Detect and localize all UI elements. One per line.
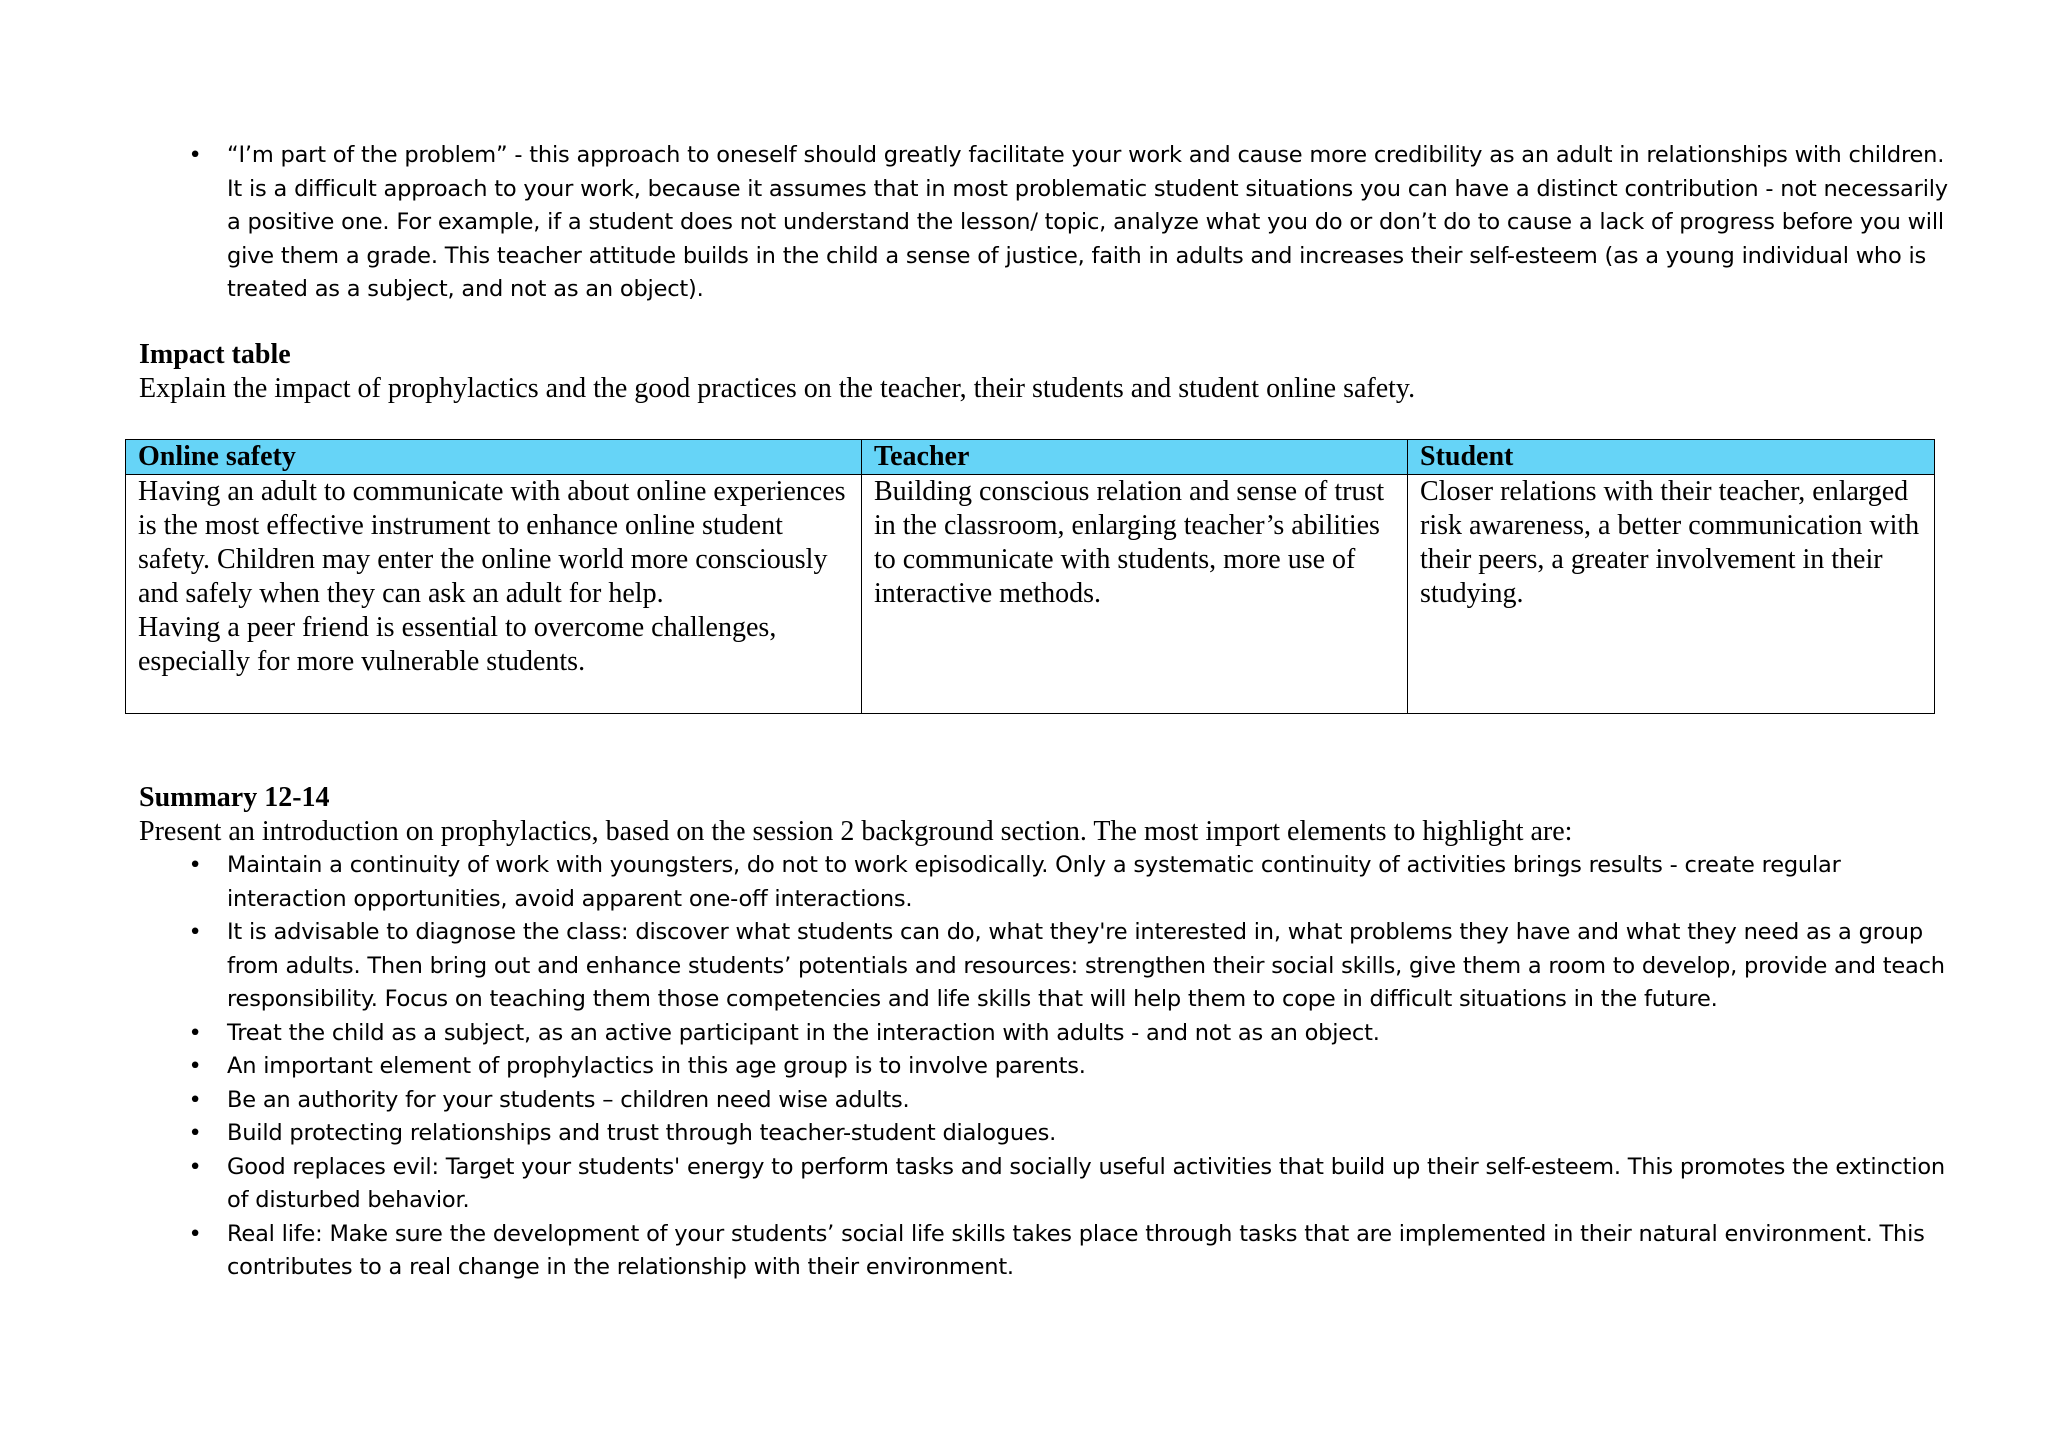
list-item-text: It is advisable to diagnose the class: discover what students can do, what they're interested in, what problems they have and what they need as a group from adults. Then bring out and enhance students’ potentials and resources: strengthen their social skills, give them a room to develop, provide and teach responsibility. Focus on teaching them those competencies and life skills that will help them to cope in difficult situations in the future. (227, 919, 1945, 1012)
impact-heading: Impact table (139, 339, 291, 370)
bullet-icon: • (188, 1019, 202, 1046)
header-teacher: Teacher (862, 440, 1408, 475)
list-item-text: “I’m part of the problem” - this approach to oneself should greatly facilitate your work and cause more credibility as an adult in relationships with children. It is a difficult approach to your work, because it assumes that in most problematic student situations you can have a distinct contribution - not necessarily a positive one. For example, if a student does not understand the lesson/ topic, analyze what you do or don’t do to cause a lack of progress before you will give them a grade. This teacher attitude builds in the child a sense of justice, faith in adults and increases their self-esteem (as a young individual who is treated as a subject, and not as an object). (227, 142, 1948, 302)
bullet-icon: • (188, 142, 202, 168)
header-online-safety: Online safety (126, 440, 862, 475)
impact-description: Explain the impact of prophylactics and the good practices on the teacher, their students and student online safety. (139, 373, 1416, 404)
bullet-icon: • (188, 1220, 202, 1247)
bullet-icon: • (188, 852, 202, 878)
list-item (140, 1151, 1960, 1218)
list-item-text: Be an authority for your students – children need wise adults. (227, 1086, 910, 1113)
table-row (126, 475, 1935, 714)
cell-paragraph: Having a peer friend is essential to overcome challenges, especially for more vulnerable students. (138, 612, 777, 677)
list-item-text: Treat the child as a subject, as an active participant in the interaction with adults - and not as an object. (227, 1019, 1380, 1046)
list-item (140, 1218, 1960, 1285)
list-item-text: Build protecting relationships and trust through teacher-student dialogues. (227, 1120, 1057, 1146)
intro-bullet-list (140, 139, 1960, 307)
cell-paragraph: Having an adult to communicate with about online experiences is the most effective instrument to enhance online student safety. Children may enter the online world more consciously and safely when they can ask an adult for help. (138, 476, 846, 609)
cell-student: Closer relations with their teacher, enlarged risk awareness, a better communication with their peers, a greater involvement in their studying. (1408, 475, 1935, 714)
list-item (140, 849, 1960, 916)
list-item (140, 1017, 1960, 1051)
list-item-text: Good replaces evil: Target your students' energy to perform tasks and socially useful activities that build up their self-esteem. This promotes the extinction of disturbed behavior. (227, 1153, 1945, 1213)
header-student: Student (1408, 440, 1935, 475)
bullet-icon: • (188, 1086, 202, 1113)
bullet-icon: • (188, 1153, 202, 1180)
list-item (140, 139, 1960, 307)
list-item (140, 1117, 1960, 1151)
list-item (140, 1050, 1960, 1084)
summary-description: Present an introduction on prophylactics, based on the session 2 background section. The most import elements to highlight are: (139, 816, 1573, 847)
list-item (140, 1084, 1960, 1118)
cell-online-safety (126, 475, 862, 714)
impact-table (125, 439, 1935, 714)
list-item-text: Maintain a continuity of work with youngsters, do not to work episodically. Only a systematic continuity of activities brings results - create regular interaction opportunities, avoid apparent one-off interactions. (227, 852, 1841, 912)
summary-bullet-list (140, 849, 1960, 1285)
list-item-text: Real life: Make sure the development of your students’ social life skills takes place through tasks that are implemented in their natural environment. This contributes to a real change in the relationship with their environment. (227, 1220, 1925, 1280)
cell-teacher: Building conscious relation and sense of trust in the classroom, enlarging teacher’s abilities to communicate with students, more use of interactive methods. (862, 475, 1408, 714)
list-item-text: An important element of prophylactics in this age group is to involve parents. (227, 1053, 1086, 1079)
bullet-icon: • (188, 1053, 202, 1079)
list-item (140, 916, 1960, 1017)
bullet-icon: • (188, 919, 202, 945)
bullet-icon: • (188, 1120, 202, 1146)
table-header-row (126, 440, 1935, 475)
summary-heading: Summary 12-14 (139, 782, 330, 813)
